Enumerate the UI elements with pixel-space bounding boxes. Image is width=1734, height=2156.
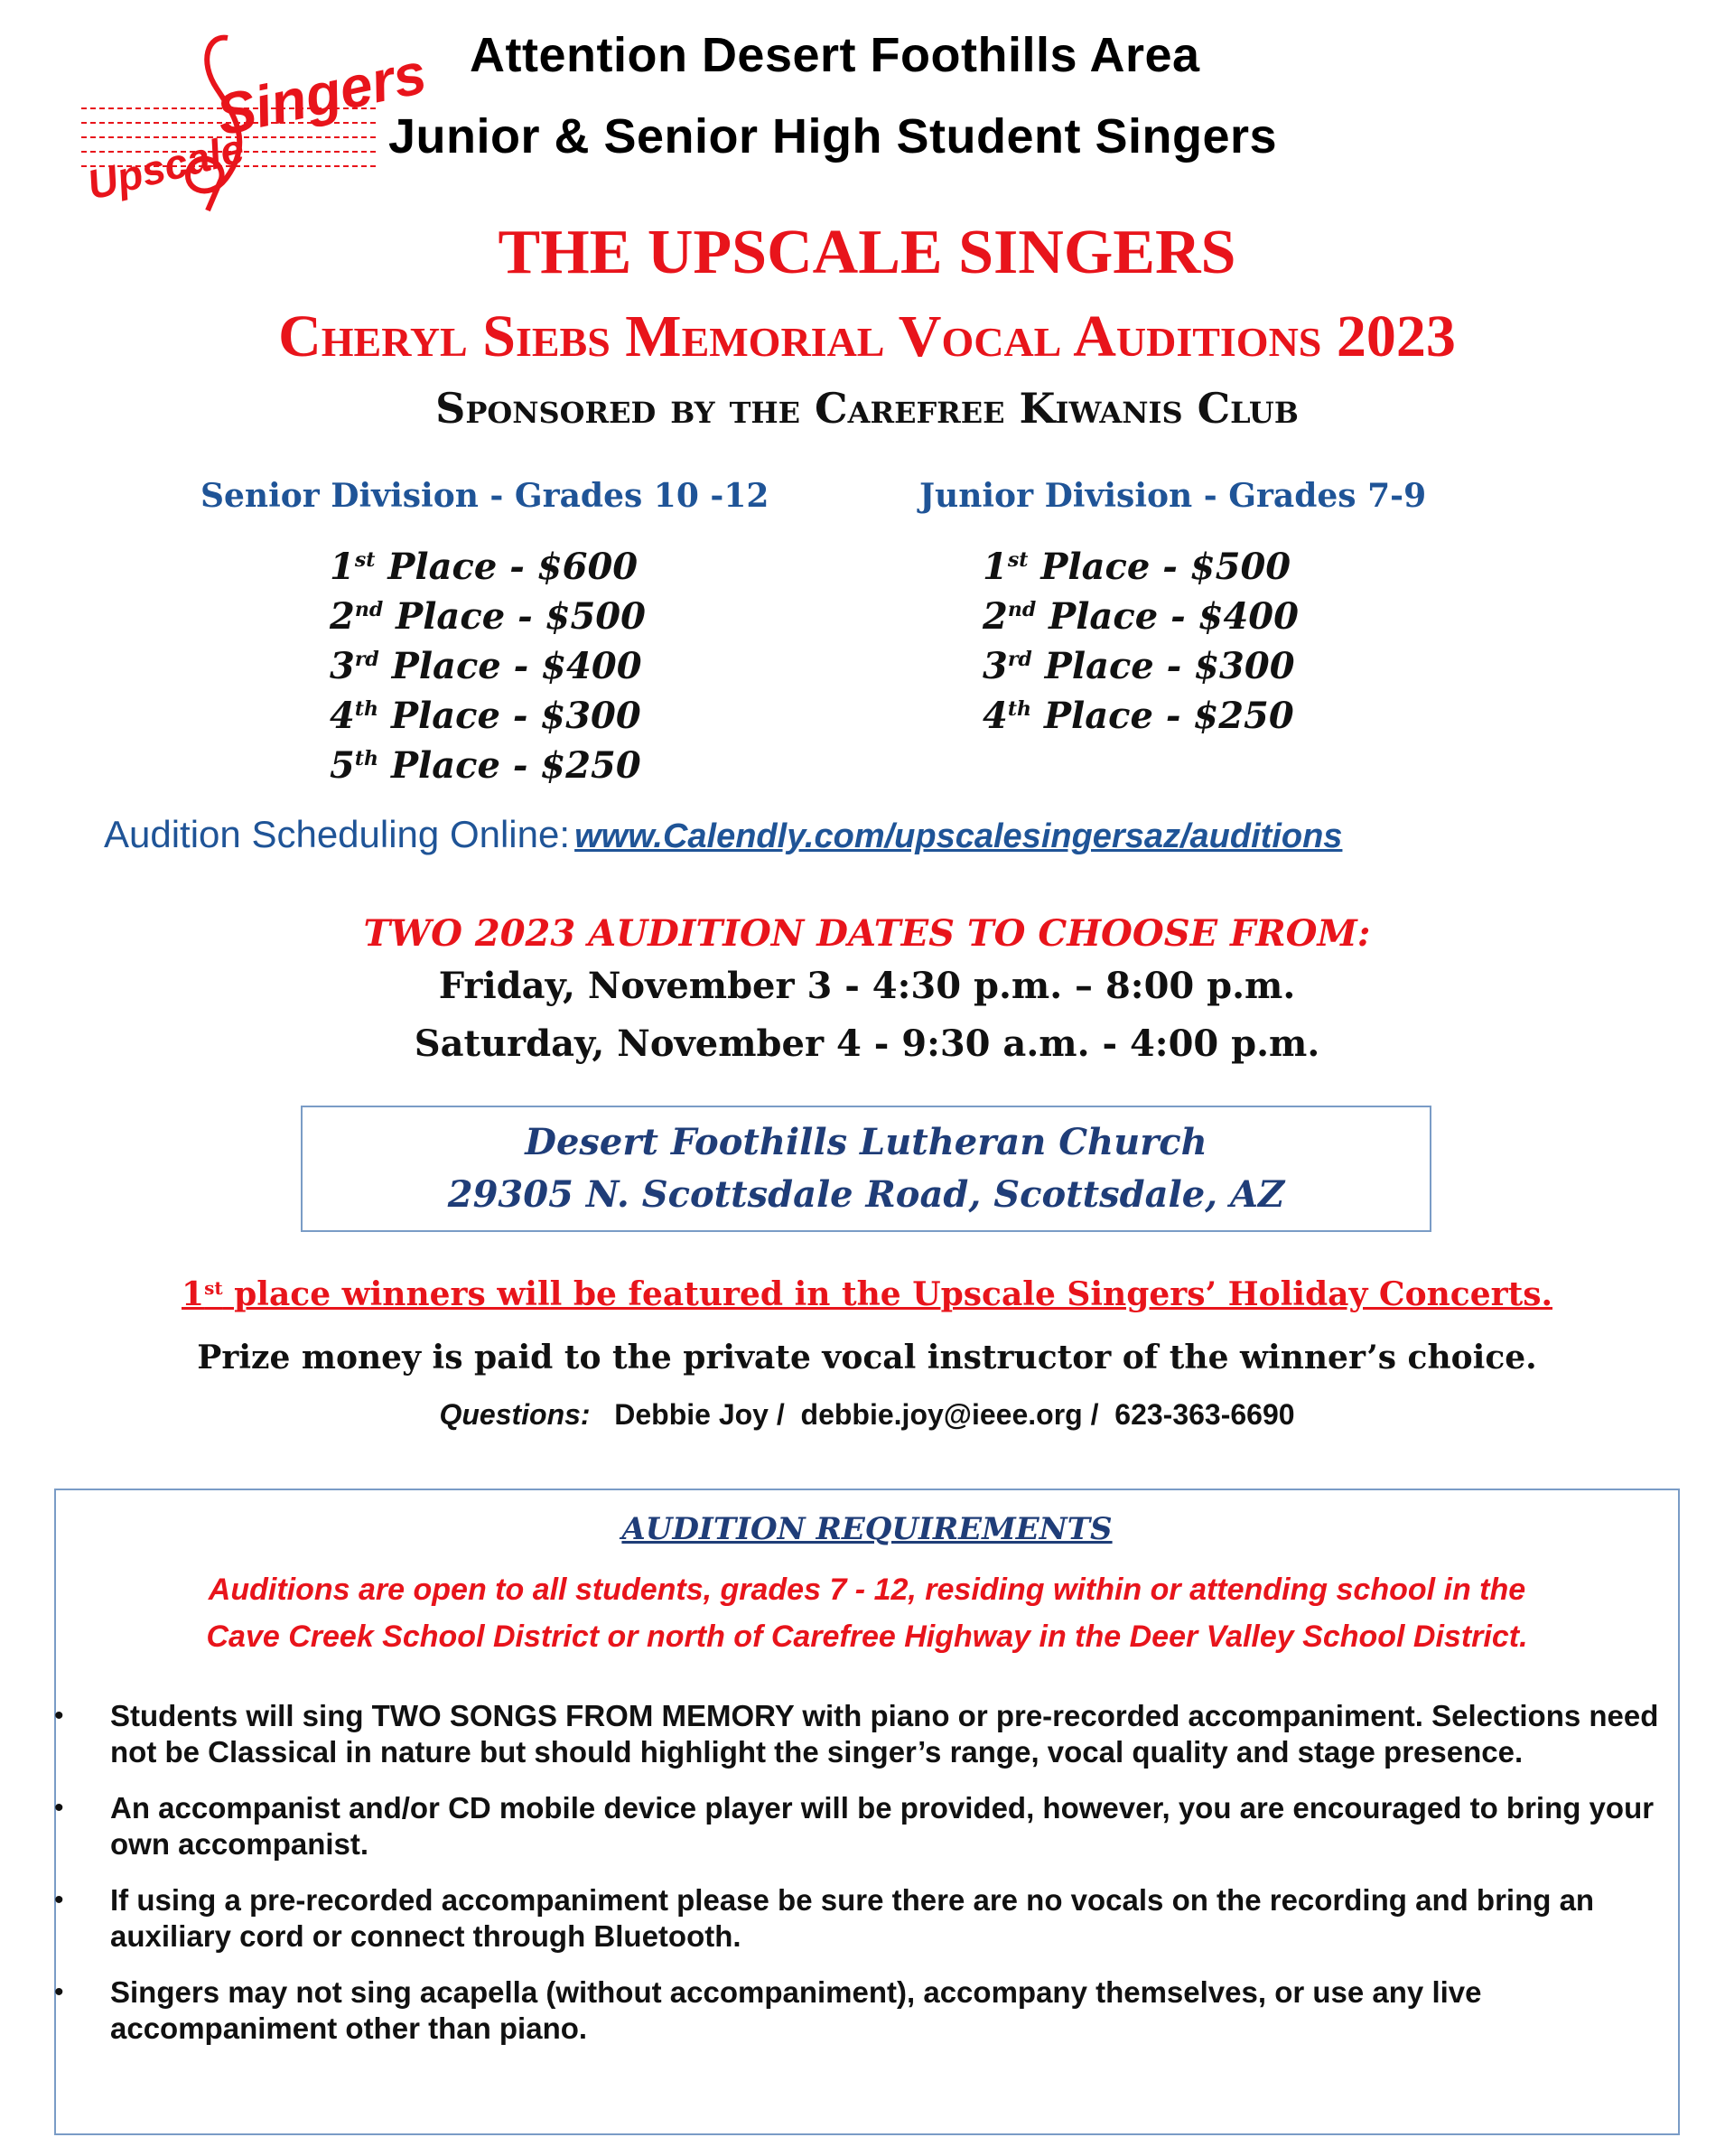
senior-prize-2: 2nd Place - $500	[330, 595, 646, 638]
junior-prize-list	[983, 542, 1299, 741]
senior-prize-1: 1st Place - $600	[330, 546, 639, 588]
bullet-icon: •	[54, 1885, 64, 1915]
senior-prize-5: 5th Place - $250	[330, 744, 641, 787]
scheduling-row	[104, 813, 1342, 856]
venue-address: 29305 N. Scottsdale Road, Scottsdale, AZ	[447, 1173, 1285, 1216]
requirement-item: • Students will sing TWO SONGS FROM MEMORY with piano or pre-recorded accompaniment. Selections need not be Classical in nature but should highlight the singer’s range, vocal quality and stage presence.	[54, 1699, 1659, 1769]
feature-note: 1st place winners will be featured in the Upscale Singers’ Holiday Concerts.	[182, 1275, 1552, 1313]
audition-date-2: Saturday, November 4 - 9:30 a.m. - 4:00 p.m.	[414, 1022, 1320, 1065]
header-line-1: Attention Desert Foothills Area	[470, 28, 1200, 82]
requirements-title: AUDITION REQUIREMENTS	[621, 1511, 1113, 1547]
questions-line	[0, 1398, 1734, 1432]
event-subtitle: Cheryl Siebs Memorial Vocal Auditions 2023	[278, 303, 1456, 369]
requirement-item: • If using a pre-recorded accompaniment please be sure there are no vocals on the recording and bring an auxiliary cord or connect through Bluetooth.	[54, 1883, 1595, 1953]
requirement-item: • Singers may not sing acapella (without accompaniment), accompany themselves, or use any live accompaniment other than piano.	[54, 1975, 1482, 2045]
logo-singers-text: Singers	[210, 40, 433, 148]
eligibility-line-1: Auditions are open to all students, grades 7 - 12, residing within or attending school in the	[208, 1573, 1526, 1607]
bullet-icon: •	[54, 1977, 64, 2007]
sponsor-line: Sponsored by the Carefree Kiwanis Club	[435, 384, 1299, 433]
header-line-2: Junior & Senior High Student Singers	[388, 109, 1278, 163]
questions-label: Questions:	[439, 1398, 591, 1431]
junior-prize-3: 3rd Place - $300	[983, 645, 1295, 687]
upscale-singers-logo	[72, 25, 433, 215]
bullet-icon: •	[54, 1793, 64, 1823]
senior-division-heading: Senior Division - Grades 10 -12	[200, 477, 769, 515]
calendly-link[interactable]: www.Calendly.com/upscalesingersaz/auditions	[574, 817, 1343, 855]
requirement-item: • An accompanist and/or CD mobile device player will be provided, however, you are encouraged to bring your own accompanist.	[54, 1791, 1655, 1861]
questions-contact: Debbie Joy / debbie.joy@ieee.org / 623-363-6690	[590, 1398, 1295, 1431]
senior-prize-3: 3rd Place - $400	[330, 645, 642, 687]
scheduling-label: Audition Scheduling Online:	[104, 813, 571, 855]
venue-name: Desert Foothills Lutheran Church	[525, 1121, 1207, 1163]
dates-heading: TWO 2023 AUDITION DATES TO CHOOSE FROM:	[363, 912, 1371, 955]
bullet-icon: •	[54, 1701, 64, 1731]
prize-money-note: Prize money is paid to the private vocal instructor of the winner’s choice.	[197, 1339, 1537, 1377]
junior-division-heading: Junior Division - Grades 7-9	[919, 477, 1427, 515]
junior-prize-4: 4th Place - $250	[983, 695, 1294, 737]
requirements-eligibility	[0, 1566, 1734, 1660]
junior-prize-1: 1st Place - $500	[983, 546, 1291, 588]
junior-prize-2: 2nd Place - $400	[983, 595, 1299, 638]
audition-date-1: Friday, November 3 - 4:30 p.m. – 8:00 p.m.	[438, 965, 1296, 1007]
senior-prize-4: 4th Place - $300	[330, 695, 641, 737]
main-title: THE UPSCALE SINGERS	[498, 218, 1236, 287]
venue-box	[301, 1106, 1431, 1232]
logo-upscale-text: Upscale	[82, 124, 249, 209]
senior-prize-list	[330, 542, 646, 790]
eligibility-line-2: Cave Creek School District or north of Carefree Highway in the Deer Valley School District.	[206, 1619, 1528, 1654]
requirements-list	[54, 1698, 1671, 2067]
